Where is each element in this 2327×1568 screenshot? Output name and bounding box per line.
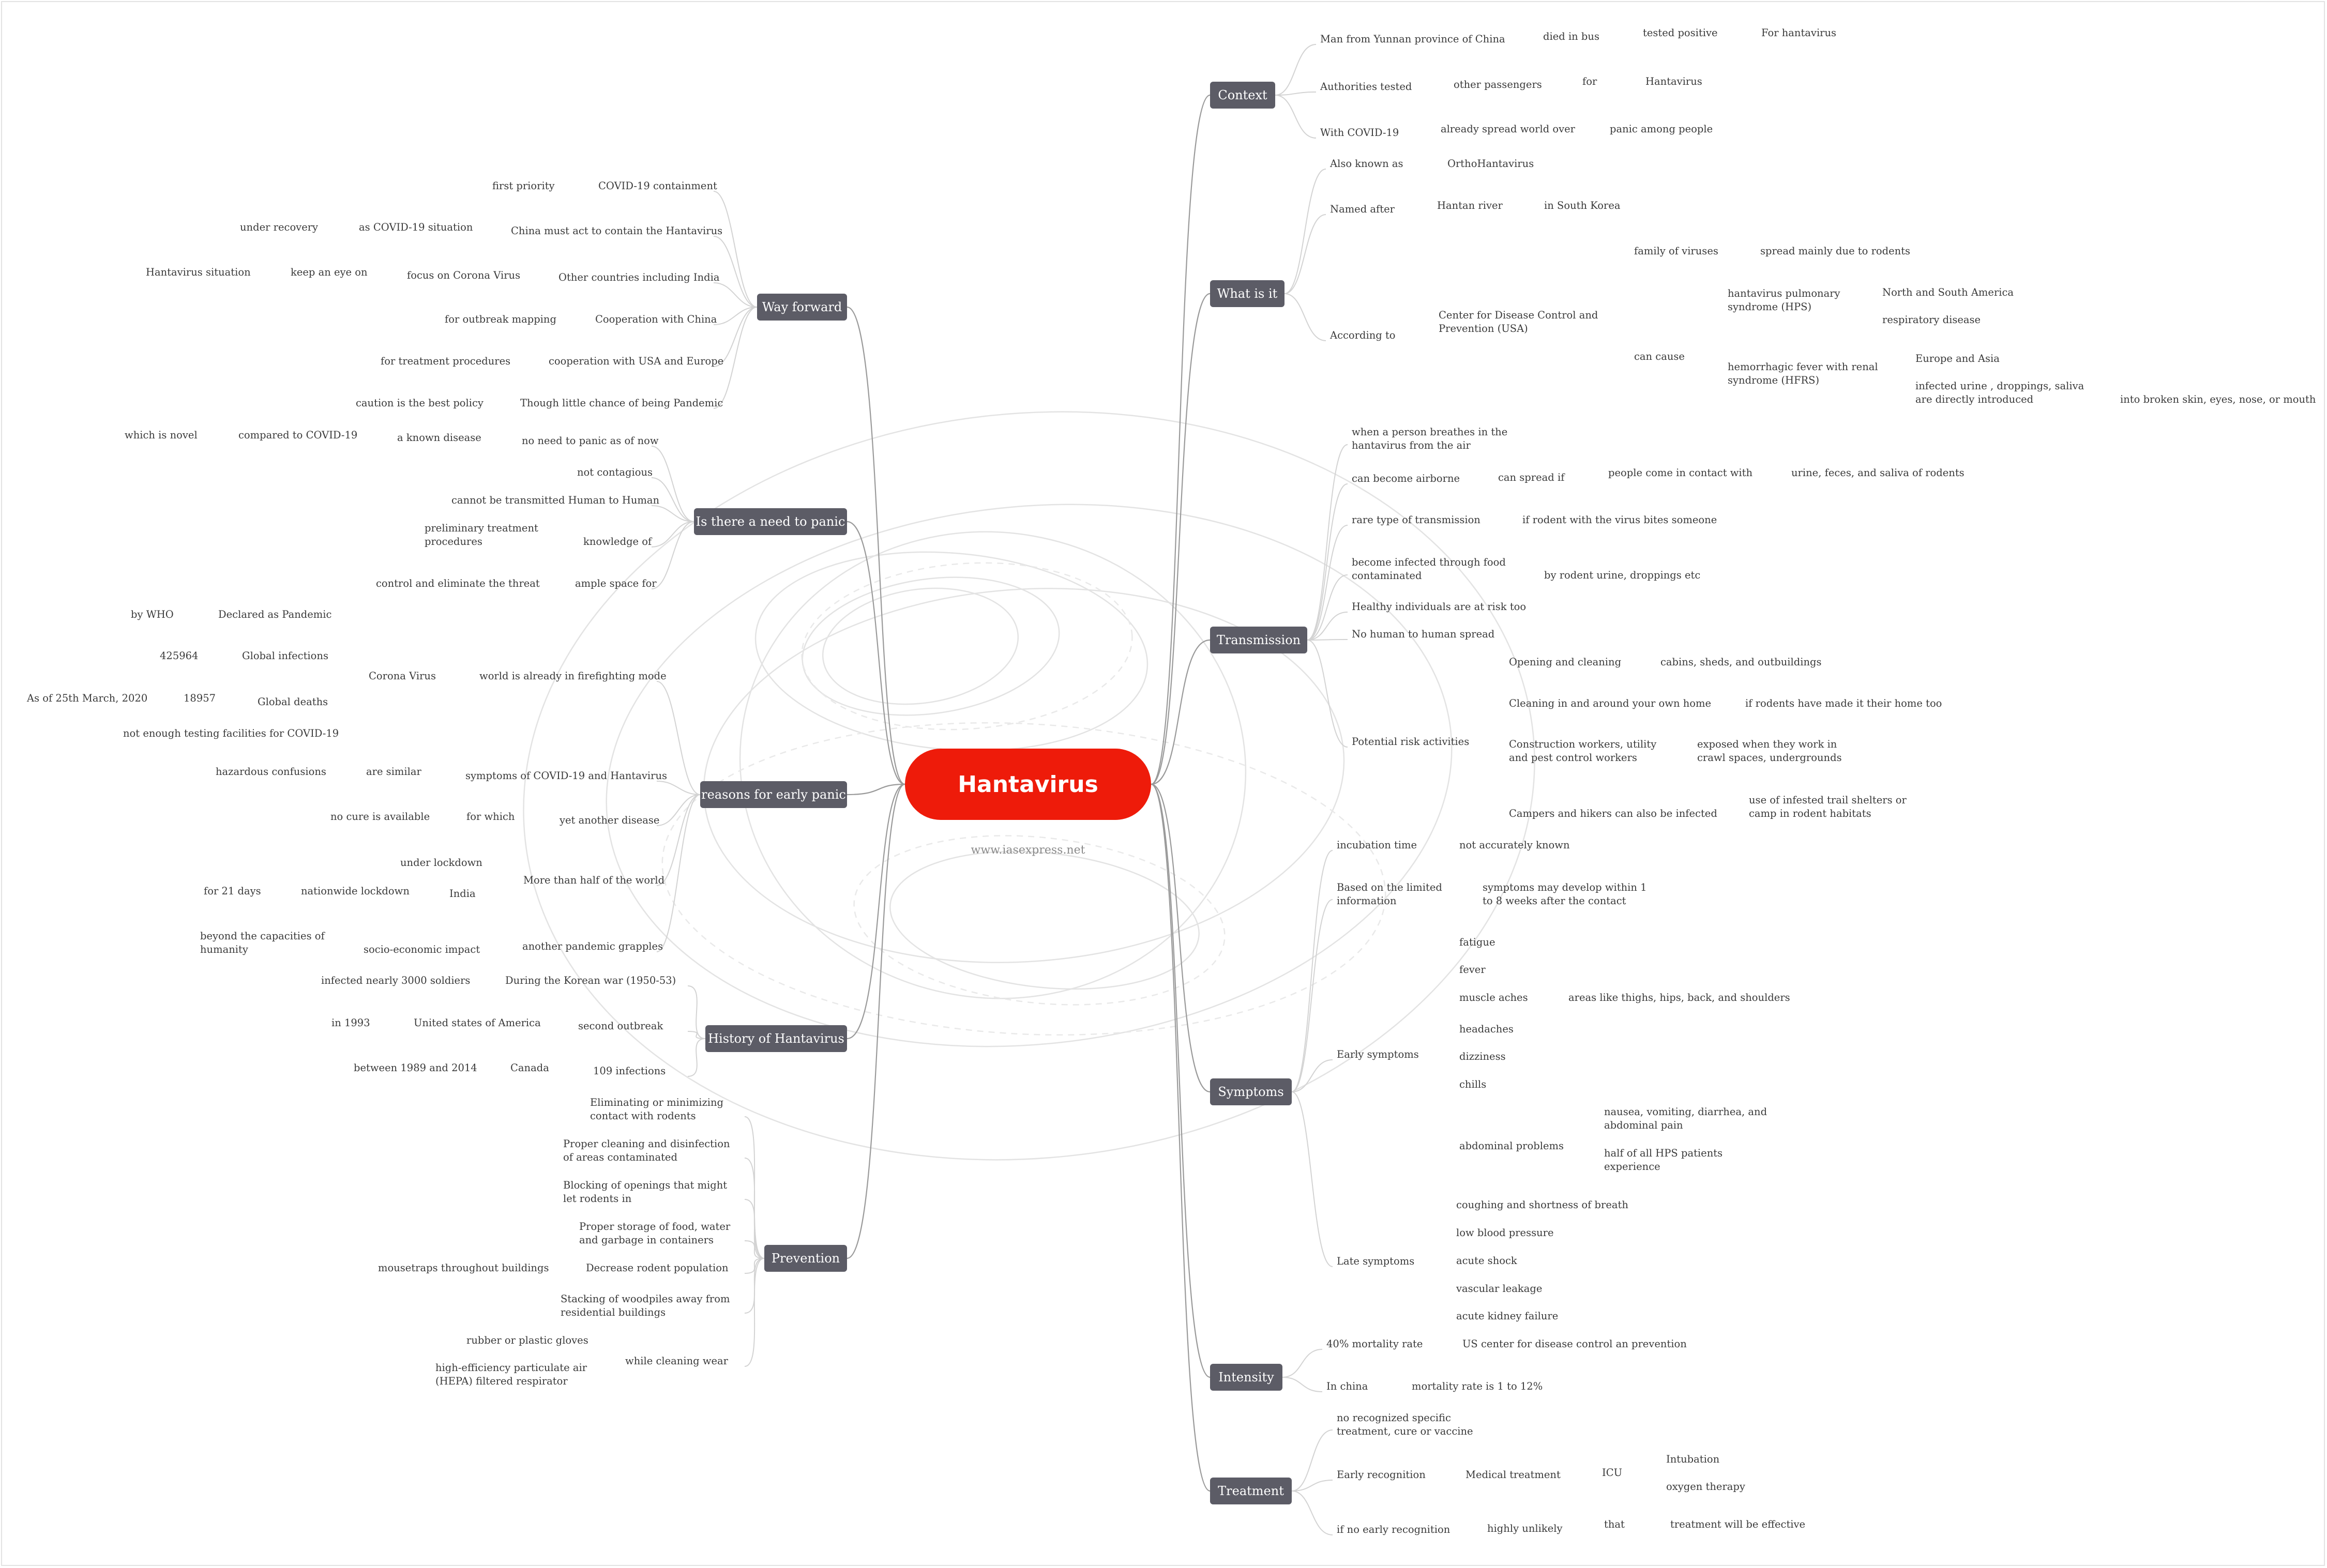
branch-need-to-panic[interactable]: Is there a need to panic (694, 508, 847, 535)
node-that: that (1604, 1518, 1625, 1530)
node-people-contact: people come in contact with (1608, 467, 1753, 479)
node-tested-positive: tested positive (1643, 27, 1718, 39)
node-other-passengers: other passengers (1454, 79, 1542, 90)
node-focus-corona: focus on Corona Virus (407, 269, 521, 281)
node-in-china: In china (1326, 1380, 1368, 1392)
node-little-chance: Though little chance of being Pandemic (520, 397, 723, 409)
node-gloves: rubber or plastic gloves (466, 1334, 588, 1346)
node-proper-storage: Proper storage of food, water and garbage in containers (579, 1221, 731, 1246)
node-first-priority: first priority (492, 180, 555, 192)
node-no-need: no need to panic as of now (522, 435, 659, 447)
node-proper-cleaning: Proper cleaning and disinfection of areas contaminated (563, 1138, 730, 1163)
node-caution: caution is the best policy (356, 397, 483, 409)
node-for-hantavirus: For hantavirus (1761, 27, 1837, 39)
node-man-yunnan: Man from Yunnan province of China (1320, 33, 1505, 45)
node-by-rodent-urine: by rodent urine, droppings etc (1544, 569, 1701, 581)
node-under-recovery: under recovery (240, 221, 319, 233)
node-hanta-situation: Hantavirus situation (146, 266, 251, 278)
node-areas-like: areas like thighs, hips, back, and shoulders (1568, 992, 1790, 1003)
node-effective: treatment will be effective (1670, 1518, 1806, 1530)
node-food-contaminated: become infected through food contaminated (1352, 556, 1506, 582)
node-infected-urine: infected urine , droppings, saliva are directly introduced (1915, 380, 2084, 405)
node-keep-eye: keep an eye on (291, 266, 368, 278)
node-already-spread: already spread world over (1441, 123, 1575, 135)
node-infested-shelters: use of infested trail shelters or camp in rodent habitats (1749, 794, 1907, 819)
node-corona-virus: Corona Virus (369, 670, 436, 682)
node-nausea: nausea, vomiting, diarrhea, and abdominal pain (1604, 1106, 1767, 1131)
node-compared-covid: compared to COVID-19 (238, 429, 358, 441)
node-abdominal: abdominal problems (1459, 1140, 1564, 1152)
node-no-h2h: cannot be transmitted Human to Human (451, 494, 660, 506)
node-breathes: when a person breathes in the hantavirus from the air (1352, 426, 1508, 451)
branch-early-panic[interactable]: reasons for early panic (700, 781, 847, 808)
node-north-south-america: North and South America (1882, 286, 2014, 298)
node-deaths-count: 18957 (184, 692, 216, 704)
node-highly-unlikely: highly unlikely (1487, 1523, 1563, 1534)
node-by-who: by WHO (131, 608, 174, 620)
branch-context[interactable]: Context (1210, 82, 1275, 109)
node-rodent-bites: if rodent with the virus bites someone (1522, 514, 1717, 526)
node-covid-containment: COVID-19 containment (598, 180, 717, 192)
node-socio-economic: socio-economic impact (364, 943, 480, 955)
node-with-covid: With COVID-19 (1320, 127, 1399, 139)
node-as-of: As of 25th March, 2020 (27, 692, 148, 704)
node-other-countries: Other countries including India (558, 271, 720, 283)
node-known-disease: a known disease (397, 432, 481, 444)
node-dizziness: dizziness (1459, 1051, 1506, 1062)
node-as-covid: as COVID-19 situation (359, 221, 473, 233)
node-are-similar: are similar (366, 766, 421, 778)
node-late-symptoms: Late symptoms (1337, 1255, 1415, 1267)
node-for-which: for which (466, 811, 515, 823)
node-coughing: coughing and shortness of breath (1456, 1199, 1628, 1211)
node-hepa: high-efficiency particulate air (HEPA) filtered respirator (435, 1362, 587, 1387)
branch-way-forward[interactable]: Way forward (757, 294, 847, 321)
node-no-early: if no early recognition (1337, 1524, 1450, 1535)
website-label: www.iasexpress.net (971, 844, 1085, 857)
node-hantan-river: Hantan river (1437, 200, 1503, 211)
branch-prevention[interactable]: Prevention (764, 1245, 847, 1272)
node-coop-usa: cooperation with USA and Europe (549, 355, 724, 367)
node-global-deaths: Global deaths (258, 696, 328, 708)
node-according-to: According to (1330, 329, 1396, 341)
node-half-hps: half of all HPS patients experience (1604, 1147, 1723, 1173)
node-declared-pandemic: Declared as Pandemic (218, 608, 332, 620)
node-mousetraps: mousetraps throughout buildings (378, 1262, 549, 1274)
branch-intensity[interactable]: Intensity (1210, 1364, 1282, 1391)
node-healthy-risk: Healthy individuals are at risk too (1352, 601, 1527, 613)
node-airborne: can become airborne (1352, 473, 1460, 484)
node-respiratory-disease: respiratory disease (1882, 314, 1981, 326)
node-intubation: Intubation (1666, 1453, 1720, 1465)
node-decrease-rodent: Decrease rodent population (586, 1262, 729, 1274)
node-preliminary: preliminary treatment procedures (425, 522, 538, 547)
root-node-hantavirus[interactable]: Hantavirus (905, 749, 1151, 820)
node-muscle-aches: muscle aches (1459, 992, 1528, 1003)
node-more-than-half: More than half of the world (523, 874, 665, 886)
node-opening-cleaning: Opening and cleaning (1509, 656, 1622, 668)
node-low-bp: low blood pressure (1456, 1227, 1554, 1239)
node-family-of-viruses: family of viruses (1634, 245, 1718, 257)
node-treatment-procedures: for treatment procedures (381, 355, 511, 367)
node-named-after: Named after (1330, 203, 1395, 215)
node-not-contagious: not contagious (577, 466, 653, 478)
node-global-infections: Global infections (242, 650, 328, 662)
canvas-frame (1, 1, 2325, 1566)
node-while-cleaning: while cleaning wear (625, 1355, 728, 1367)
node-limited-info: Based on the limited information (1337, 881, 1442, 907)
node-can-spread-if: can spread if (1498, 471, 1565, 483)
node-no-specific: no recognized specific treatment, cure or vaccine (1337, 1412, 1473, 1437)
node-oxygen: oxygen therapy (1666, 1481, 1745, 1493)
node-potential-risk: Potential risk activities (1352, 736, 1470, 748)
node-headaches: headaches (1459, 1023, 1514, 1035)
node-rare-type: rare type of transmission (1352, 514, 1480, 526)
node-spread-mainly: spread mainly due to rodents (1760, 245, 1911, 257)
node-india: India (449, 888, 476, 900)
node-korean-war: During the Korean war (1950-53) (505, 975, 676, 986)
node-acute-shock: acute shock (1456, 1255, 1517, 1267)
node-another-disease: yet another disease (560, 814, 660, 826)
branch-what-is-it[interactable]: What is it (1210, 280, 1285, 307)
node-cabins: cabins, sheds, and outbuildings (1660, 656, 1822, 668)
node-chills: chills (1459, 1078, 1487, 1090)
node-under-lockdown: under lockdown (400, 857, 482, 869)
branch-symptoms[interactable]: Symptoms (1210, 1078, 1292, 1105)
branch-history[interactable]: History of Hantavirus (705, 1025, 847, 1052)
node-firefighting: world is already in firefighting mode (479, 670, 667, 682)
node-china-must: China must act to contain the Hantavirus (511, 225, 723, 237)
node-rodents-home: if rodents have made it their home too (1745, 697, 1942, 709)
node-for-21-days: for 21 days (204, 885, 261, 897)
node-infections-count: 425964 (160, 650, 199, 662)
node-mortality-china: mortality rate is 1 to 12% (1412, 1380, 1543, 1392)
node-orthohantavirus: OrthoHantavirus (1447, 158, 1534, 170)
node-develop-within: symptoms may develop within 1 to 8 weeks after the contact (1483, 881, 1647, 907)
node-coop-china: Cooperation with China (595, 313, 717, 325)
node-campers: Campers and hikers can also be infected (1509, 808, 1717, 819)
node-another-pandemic: another pandemic grapples (522, 940, 663, 952)
node-exposed: exposed when they work in crawl spaces, undergrounds (1697, 738, 1842, 764)
node-europe-asia: Europe and Asia (1915, 353, 2000, 364)
node-usa: United states of America (414, 1017, 541, 1029)
node-hfrs: hemorrhagic fever with renal syndrome (HFRS) (1728, 361, 1878, 386)
node-in-1993: in 1993 (331, 1017, 370, 1029)
node-hazardous: hazardous confusions (216, 766, 326, 778)
node-second-outbreak: second outbreak (578, 1020, 663, 1032)
node-ample-space: ample space for (575, 577, 657, 589)
branch-treatment[interactable]: Treatment (1210, 1478, 1292, 1504)
node-fever: fever (1459, 964, 1486, 976)
node-died-in-bus: died in bus (1543, 31, 1599, 42)
node-which-novel: which is novel (125, 429, 198, 441)
node-between: between 1989 and 2014 (354, 1062, 477, 1074)
node-icu: ICU (1602, 1467, 1623, 1479)
node-eliminating: Eliminating or minimizing contact with rodents (590, 1097, 723, 1122)
node-medical-treatment: Medical treatment (1465, 1469, 1561, 1481)
node-mortality-40: 40% mortality rate (1326, 1338, 1423, 1350)
node-vascular: vascular leakage (1456, 1283, 1543, 1295)
node-no-cure: no cure is available (330, 811, 430, 823)
node-control-eliminate: control and eliminate the threat (376, 577, 540, 589)
node-hps: hantavirus pulmonary syndrome (HPS) (1728, 287, 1840, 313)
node-symptoms-similar: symptoms of COVID-19 and Hantavirus (465, 770, 668, 782)
node-can-cause: can cause (1634, 351, 1685, 362)
node-not-enough-testing: not enough testing facilities for COVID-19 (123, 727, 339, 739)
node-stacking: Stacking of woodpiles away from residential buildings (561, 1293, 730, 1318)
node-incubation: incubation time (1337, 839, 1417, 851)
node-kidney: acute kidney failure (1456, 1310, 1559, 1322)
node-infected-soldiers: infected nearly 3000 soldiers (321, 975, 471, 986)
node-early-recognition: Early recognition (1337, 1469, 1426, 1481)
node-beyond-capacities: beyond the capacities of humanity (200, 930, 325, 955)
node-cleaning-home: Cleaning in and around your own home (1509, 697, 1712, 709)
node-into-broken-skin: into broken skin, eyes, nose, or mouth (2120, 393, 2316, 405)
node-authorities-tested: Authorities tested (1320, 81, 1412, 93)
node-construction: Construction workers, utility and pest control workers (1509, 738, 1657, 764)
node-us-center: US center for disease control an prevention (1462, 1338, 1687, 1350)
node-cdc: Center for Disease Control and Prevention (USA) (1439, 309, 1598, 334)
node-early-symptoms: Early symptoms (1337, 1048, 1419, 1060)
node-also-known-as: Also known as (1330, 158, 1403, 170)
node-outbreak-mapping: for outbreak mapping (445, 313, 556, 325)
node-fatigue: fatigue (1459, 936, 1495, 948)
node-in-south-korea: in South Korea (1544, 200, 1621, 211)
node-hantavirus: Hantavirus (1645, 75, 1702, 87)
node-no-human-spread: No human to human spread (1352, 628, 1495, 640)
node-blocking: Blocking of openings that might let rodents in (563, 1179, 728, 1205)
node-for: for (1582, 75, 1597, 87)
node-knowledge-of: knowledge of (583, 536, 652, 547)
node-nationwide-lockdown: nationwide lockdown (301, 885, 410, 897)
node-urine-feces: urine, feces, and saliva of rodents (1791, 467, 1965, 479)
node-canada: Canada (510, 1062, 549, 1074)
node-109-infections: 109 infections (593, 1065, 666, 1077)
branch-transmission[interactable]: Transmission (1210, 627, 1307, 653)
node-not-known: not accurately known (1459, 839, 1570, 851)
node-panic-among: panic among people (1610, 123, 1713, 135)
